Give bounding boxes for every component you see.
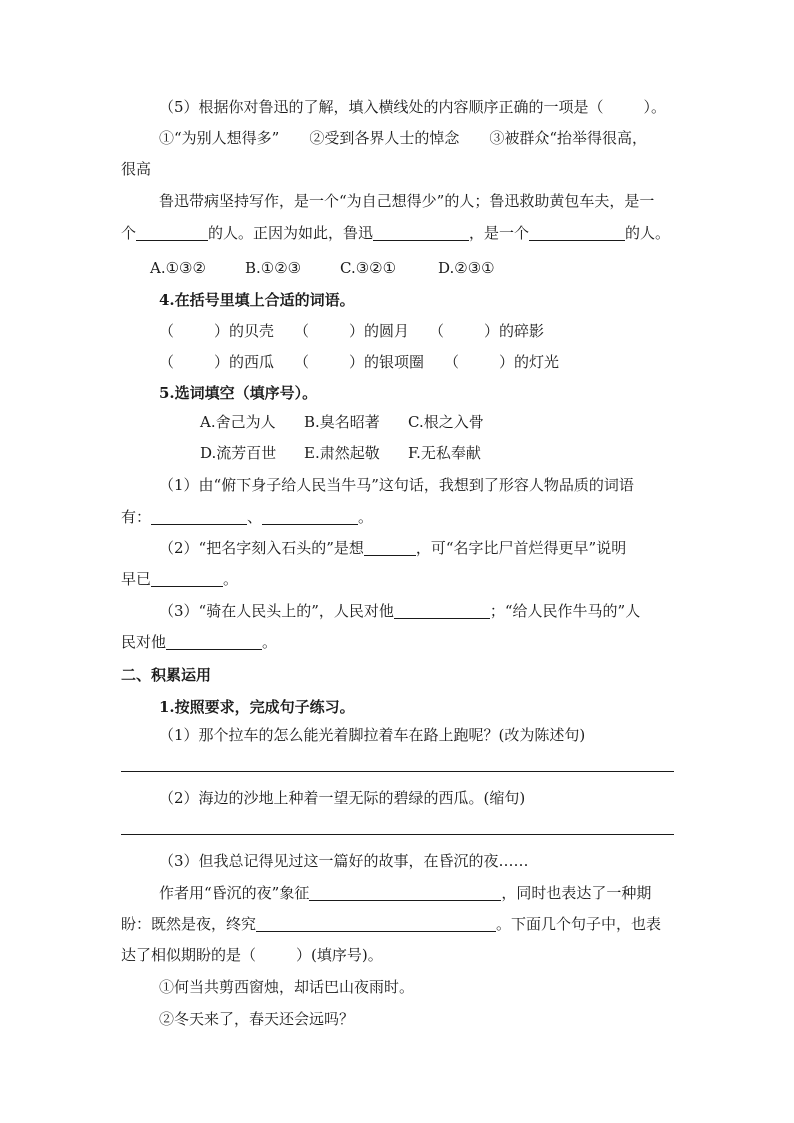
q5b-s2-line1: （2）“把名字刻入石头的”是想 ，可“名字比尸首烂得更早”说明 bbox=[159, 539, 627, 557]
q5-blank-3[interactable] bbox=[529, 225, 625, 241]
q5b-s2-line2: 早已 。 bbox=[121, 570, 239, 588]
q5b-title: 5.选词填空（填序号）。 bbox=[159, 384, 318, 402]
q5-paragraph-line2: 个 的人。正因为如此，鲁迅 ，是一个 的人。 bbox=[121, 224, 671, 242]
q5b-s3-blank-2[interactable] bbox=[166, 634, 262, 650]
q5-items-line1: ①“为别人想得多” ②受到各界人士的悼念 ③被群众“抬举得很高， bbox=[159, 129, 648, 147]
q4-item-5: （ ）的银项圈 bbox=[294, 353, 425, 371]
q5-option-c[interactable]: C.③②① bbox=[340, 259, 397, 277]
word-f: F.无私奉献 bbox=[408, 444, 481, 462]
section2-para-line3: 达了相似期盼的是（ ）(填序号)。 bbox=[121, 946, 383, 964]
q5b-s2-blank-2[interactable] bbox=[151, 571, 223, 587]
word-a: A.舍己为人 bbox=[200, 413, 276, 431]
q5b-s3-line1: （3）“骑在人民头上的”，人民对他 ；“给人民作牛马的”人 bbox=[159, 602, 641, 620]
q4-item-6: （ ）的灯光 bbox=[444, 353, 560, 371]
q5-option-d[interactable]: D.②③① bbox=[438, 259, 495, 277]
q4-item-3: （ ）的碎影 bbox=[429, 322, 545, 340]
answer-line-2[interactable] bbox=[121, 834, 674, 835]
section2-q1-title: 1.按照要求，完成句子练习。 bbox=[159, 698, 355, 716]
q4-row1 bbox=[159, 320, 712, 342]
q5-blank-1[interactable] bbox=[136, 225, 208, 241]
section2-s2: （2）海边的沙地上种着一望无际的碧绿的西瓜。(缩句) bbox=[159, 789, 526, 807]
q5-items-line2: 很高 bbox=[121, 160, 152, 178]
q5-option-b[interactable]: B.①②③ bbox=[245, 259, 302, 277]
q5b-s1-blank-2[interactable] bbox=[262, 509, 358, 525]
q5-option-a[interactable]: A.①③② bbox=[150, 259, 206, 277]
q5b-s1-line2: 有： 、 。 bbox=[121, 508, 374, 526]
q4-item-1: （ ）的贝壳 bbox=[159, 322, 275, 340]
section2-para-line1: 作者用“昏沉的夜”象征 ，同时也表达了一种期 bbox=[159, 884, 652, 902]
q4-row2 bbox=[159, 351, 712, 373]
example-sentence-1: ①何当共剪西窗烛，却话巴山夜雨时。 bbox=[159, 978, 415, 996]
word-e: E.肃然起敬 bbox=[304, 444, 380, 462]
q5b-s1-line1: （1）由“俯下身子给人民当牛马”这句话，我想到了形容人物品质的词语 bbox=[159, 476, 634, 494]
word-bank-row2 bbox=[200, 442, 753, 464]
q4-title: 4.在括号里填上合适的词语。 bbox=[159, 291, 355, 309]
answer-line-1[interactable] bbox=[121, 771, 674, 772]
word-bank-row1 bbox=[200, 411, 753, 433]
q4-item-2: （ ）的圆月 bbox=[294, 322, 410, 340]
word-c: C.根之入骨 bbox=[408, 413, 484, 431]
section2-title: 二、积累运用 bbox=[121, 666, 212, 684]
q5b-s3-blank-1[interactable] bbox=[394, 603, 490, 619]
section2-s1: （1）那个拉车的怎么能光着脚拉着车在路上跑呢？(改为陈述句) bbox=[159, 726, 586, 744]
section2-blank-1[interactable] bbox=[309, 885, 501, 901]
section2-s3: （3）但我总记得见过这一篇好的故事，在昏沉的夜…… bbox=[159, 852, 529, 870]
section2-para-line2: 盼：既然是夜，终究 。下面几个句子中，也表 bbox=[121, 915, 662, 933]
q5-paragraph-line1: 鲁迅带病坚持写作，是一个“为自己想得少”的人；鲁迅救助黄包车夫，是一 bbox=[159, 192, 655, 210]
q5b-s2-blank-1[interactable] bbox=[364, 540, 416, 556]
q5b-s3-line2: 民对他 。 bbox=[121, 633, 278, 651]
section2-blank-2[interactable] bbox=[256, 916, 496, 932]
example-sentence-2: ②冬天来了，春天还会远吗？ bbox=[159, 1010, 355, 1028]
q5-stem: （5）根据你对鲁迅的了解，填入横线处的内容顺序正确的一项是（ ）。 bbox=[159, 98, 667, 116]
word-d: D.流芳百世 bbox=[200, 444, 277, 462]
word-b: B.臭名昭著 bbox=[304, 413, 380, 431]
q5b-s1-blank-1[interactable] bbox=[151, 509, 247, 525]
q5-blank-2[interactable] bbox=[373, 225, 469, 241]
q5-options bbox=[150, 257, 703, 279]
q4-item-4: （ ）的西瓜 bbox=[159, 353, 275, 371]
